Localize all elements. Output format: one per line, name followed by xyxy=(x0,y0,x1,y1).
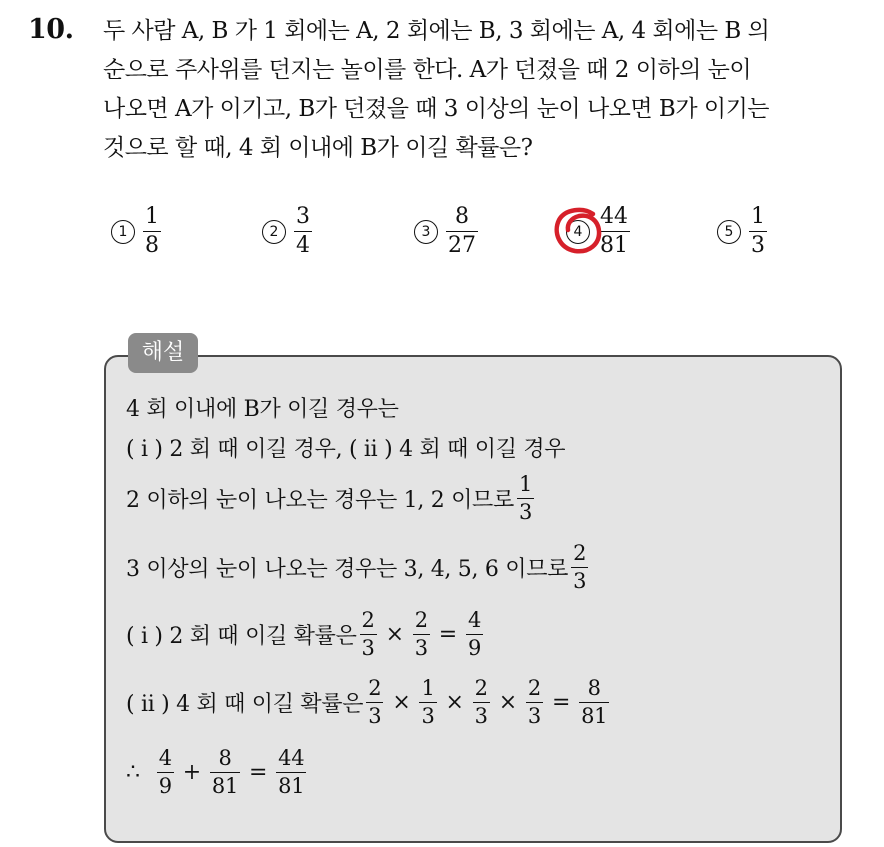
numerator: 44 xyxy=(278,746,305,770)
times-sign: × xyxy=(385,622,404,647)
denominator: 3 xyxy=(368,704,382,728)
choice-fraction xyxy=(749,206,767,257)
fraction xyxy=(157,748,174,797)
numerator: 1 xyxy=(751,204,765,229)
choice-fraction xyxy=(294,206,312,257)
answer-circle-mark xyxy=(553,206,605,256)
numerator: 8 xyxy=(587,676,601,700)
denominator: 3 xyxy=(361,636,375,660)
question-number: 10. xyxy=(28,14,74,45)
fraction xyxy=(473,678,490,727)
solution-text: ( ii ) 4 회 때 이길 확률은 xyxy=(126,692,364,717)
choice-fraction xyxy=(446,206,478,257)
choice-fraction xyxy=(143,206,161,257)
denominator: 3 xyxy=(518,500,533,524)
numerator: 1 xyxy=(421,676,435,700)
solution-line-2 xyxy=(126,432,565,463)
fraction xyxy=(517,474,534,523)
denominator: 3 xyxy=(527,704,541,728)
solution-line-4 xyxy=(126,543,591,592)
numerator: 3 xyxy=(296,204,310,229)
denominator: 9 xyxy=(158,774,172,798)
times-sign: × xyxy=(445,690,464,715)
numerator: 2 xyxy=(573,541,587,565)
numerator: 1 xyxy=(518,472,533,496)
denominator: 4 xyxy=(296,233,310,258)
fraction xyxy=(210,748,240,797)
solution-text: 4 회 이내에 B가 이길 경우는 xyxy=(126,397,399,422)
solution-line-6 xyxy=(126,678,612,727)
solution-line-7 xyxy=(126,748,309,797)
choice-marker: 4 xyxy=(566,220,590,244)
answer-choices xyxy=(0,200,884,270)
choice-marker: 5 xyxy=(717,220,741,244)
choice-marker: 1 xyxy=(111,220,135,244)
equals-sign: = xyxy=(551,690,571,715)
fraction xyxy=(526,678,543,727)
numerator: 2 xyxy=(368,676,382,700)
question-line: 나오면 A가 이기고, B가 던졌을 때 3 이상의 눈이 나오면 B가 이기는 xyxy=(103,96,770,122)
solution-text: ( i ) 2 회 때 이길 확률은 xyxy=(126,624,357,649)
numerator: 4 xyxy=(158,746,172,770)
denominator: 9 xyxy=(467,636,481,660)
times-sign: × xyxy=(498,690,517,715)
denominator: 81 xyxy=(600,233,628,258)
denominator: 3 xyxy=(421,704,435,728)
fraction xyxy=(419,678,436,727)
numerator: 2 xyxy=(414,608,428,632)
numerator: 2 xyxy=(361,608,375,632)
times-sign: × xyxy=(392,690,411,715)
numerator: 4 xyxy=(467,608,481,632)
question-line: 것으로 할 때, 4 회 이내에 B가 이길 확률은? xyxy=(103,135,533,161)
solution-text: ( i ) 2 회 때 이길 경우, ( ii ) 4 회 때 이길 경우 xyxy=(126,437,566,462)
plus-sign: + xyxy=(182,760,201,785)
denominator: 81 xyxy=(581,704,608,728)
solution-line-3 xyxy=(126,474,537,523)
denominator: 3 xyxy=(474,704,488,728)
numerator: 2 xyxy=(527,676,541,700)
numerator: 1 xyxy=(145,204,159,229)
numerator: 2 xyxy=(474,676,488,700)
solution-text: 2 이하의 눈이 나오는 경우는 1, 2 이므로 xyxy=(126,488,514,513)
denominator: 8 xyxy=(145,233,159,258)
denominator: 81 xyxy=(211,774,239,798)
denominator: 3 xyxy=(751,233,765,258)
solution-line-5 xyxy=(126,610,486,659)
therefore-sign: ∴ xyxy=(126,760,140,785)
fraction xyxy=(366,678,383,727)
numerator: 8 xyxy=(218,746,232,770)
question-stem xyxy=(103,12,873,168)
denominator: 81 xyxy=(278,774,305,798)
question-line: 두 사람 A, B 가 1 회에는 A, 2 회에는 B, 3 회에는 A, 4 회에는 B 의 xyxy=(103,18,770,44)
denominator: 3 xyxy=(414,636,428,660)
solution-tab: 해설 xyxy=(128,333,198,373)
denominator: 27 xyxy=(448,233,476,258)
numerator: 8 xyxy=(455,204,469,229)
numerator: 44 xyxy=(600,204,628,229)
question-line: 순으로 주사위를 던지는 놀이를 한다. A가 던졌을 때 2 이하의 눈이 xyxy=(103,57,752,83)
solution-text: 3 이상의 눈이 나오는 경우는 3, 4, 5, 6 이므로 xyxy=(126,557,569,582)
equals-sign: = xyxy=(249,760,268,785)
fraction xyxy=(360,610,377,659)
fraction xyxy=(571,543,588,592)
fraction xyxy=(466,610,483,659)
fraction xyxy=(579,678,609,727)
choice-marker: 3 xyxy=(414,220,438,244)
denominator: 3 xyxy=(573,569,587,593)
fraction xyxy=(413,610,430,659)
fraction xyxy=(276,748,306,797)
choice-marker: 2 xyxy=(262,220,286,244)
solution-line-1 xyxy=(126,392,399,423)
equals-sign: = xyxy=(438,622,457,647)
